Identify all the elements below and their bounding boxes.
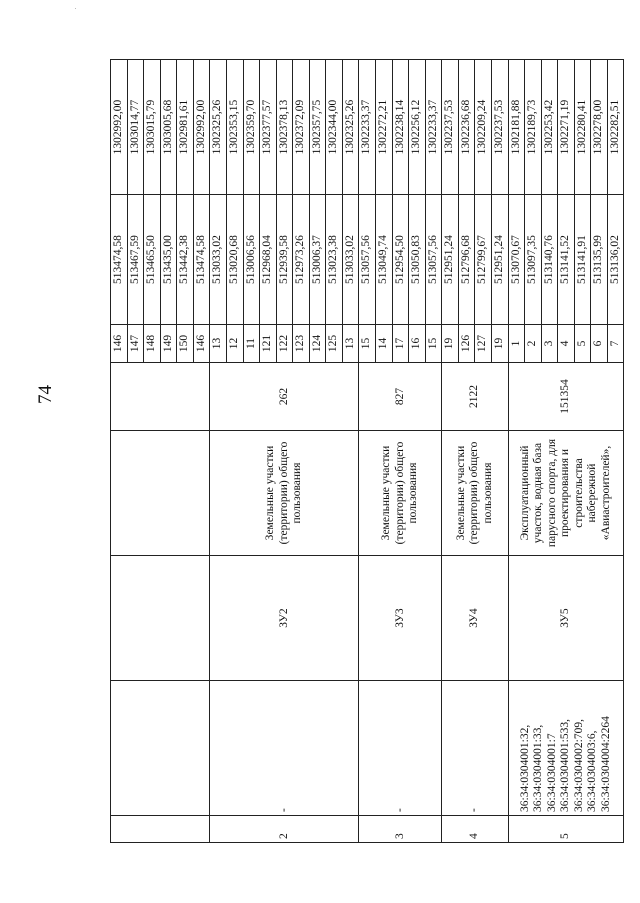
cell-y: 513070,67 [508, 195, 525, 325]
cell-y: 513033,02 [342, 195, 359, 325]
coordinates-table [110, 59, 624, 843]
cell-point: 11 [243, 325, 260, 363]
cell-point: 1 [508, 325, 525, 363]
cell-point: 149 [160, 325, 177, 363]
cell-point: 16 [409, 325, 426, 363]
table-body [111, 60, 624, 843]
cell-area: 262 [210, 363, 359, 431]
cell-x: 1302253,42 [541, 60, 558, 195]
cell-y: 513050,83 [409, 195, 426, 325]
cell-y: 513097,35 [525, 195, 542, 325]
cell-empty [111, 556, 210, 681]
cell-x: 1302282,51 [607, 60, 624, 195]
cell-point: 15 [425, 325, 442, 363]
cell-y: 513020,68 [226, 195, 243, 325]
cell-point: 13 [210, 325, 227, 363]
cell-x: 1302209,24 [475, 60, 492, 195]
cell-point: 19 [442, 325, 459, 363]
cell-purpose: Земельные участки (территории) общего пользования [442, 431, 508, 556]
cell-point: 146 [111, 325, 128, 363]
cell-point: 14 [376, 325, 393, 363]
cell-point: 6 [591, 325, 608, 363]
cell-y: 513033,02 [210, 195, 227, 325]
cell-y: 513136,02 [607, 195, 624, 325]
cell-empty [111, 363, 210, 431]
cell-y: 513023,38 [326, 195, 343, 325]
cell-y: 512968,04 [260, 195, 277, 325]
cell-y: 512954,50 [392, 195, 409, 325]
cell-x: 1302233,37 [359, 60, 376, 195]
cell-cadastral: 36:34:0304001:32, 36:34:0304001:33, 36:34:0304001:7 36:34:0304001:533, 36:34:0304002:709, 36:34:0304003:6, 36:34:0304004:2264 [508, 681, 624, 816]
page-number: 74 [35, 385, 56, 404]
cell-area: 827 [359, 363, 442, 431]
cell-y: 513435,00 [160, 195, 177, 325]
cell-y: 513141,52 [558, 195, 575, 325]
cell-y: 513442,38 [177, 195, 194, 325]
cell-point: 19 [491, 325, 508, 363]
cell-y: 513467,59 [127, 195, 144, 325]
cell-empty [111, 431, 210, 556]
cell-x: 1302271,19 [558, 60, 575, 195]
table-row [442, 60, 459, 843]
cell-x: 1302992,00 [111, 60, 128, 195]
cell-point: 15 [359, 325, 376, 363]
cell-point: 17 [392, 325, 409, 363]
table-row [359, 60, 376, 843]
cell-x: 1302272,21 [376, 60, 393, 195]
cell-x: 1303015,79 [144, 60, 161, 195]
cell-x: 1302237,53 [491, 60, 508, 195]
cell-x: 1302278,00 [591, 60, 608, 195]
cell-y: 513135,99 [591, 195, 608, 325]
cell-y: 512951,24 [442, 195, 459, 325]
cell-cadastral: - [210, 681, 359, 816]
cell-code: ЗУ5 [508, 556, 624, 681]
table-row [111, 60, 128, 843]
cell-x: 1302357,75 [309, 60, 326, 195]
scan-speck [75, 8, 76, 9]
cell-x: 1302181,88 [508, 60, 525, 195]
cell-number: 4 [442, 816, 508, 843]
cell-point: 126 [458, 325, 475, 363]
cell-x: 1302372,09 [293, 60, 310, 195]
cell-purpose: Земельные участки (территории) общего пользования [359, 431, 442, 556]
cell-y: 512796,68 [458, 195, 475, 325]
cell-purpose: Эксплуатационный участок, водная база парусного спорта, для проектирования и строительства набережной «Авиастроителей», [508, 431, 624, 556]
cell-y: 513006,56 [243, 195, 260, 325]
cell-point: 122 [276, 325, 293, 363]
cell-y: 513474,58 [111, 195, 128, 325]
cell-point: 146 [193, 325, 210, 363]
cell-point: 147 [127, 325, 144, 363]
cell-x: 1302256,12 [409, 60, 426, 195]
cell-point: 121 [260, 325, 277, 363]
cell-x: 1302359,70 [243, 60, 260, 195]
cell-y: 512973,26 [293, 195, 310, 325]
cell-point: 125 [326, 325, 343, 363]
cell-purpose: Земельные участки (территории) общего пользования [210, 431, 359, 556]
cell-cadastral: - [359, 681, 442, 816]
cell-y: 513057,56 [359, 195, 376, 325]
cell-x: 1302189,73 [525, 60, 542, 195]
cell-point: 127 [475, 325, 492, 363]
cell-cadastral: - [442, 681, 508, 816]
cell-y: 512799,67 [475, 195, 492, 325]
cell-empty [111, 681, 210, 816]
cell-x: 1302325,26 [210, 60, 227, 195]
cell-area: 2122 [442, 363, 508, 431]
cell-point: 13 [342, 325, 359, 363]
cell-number: 2 [210, 816, 359, 843]
cell-y: 512939,58 [276, 195, 293, 325]
cell-x: 1302325,26 [342, 60, 359, 195]
cell-y: 513049,74 [376, 195, 393, 325]
cell-point: 7 [607, 325, 624, 363]
cell-x: 1302236,68 [458, 60, 475, 195]
cell-point: 12 [226, 325, 243, 363]
cell-number: 3 [359, 816, 442, 843]
cell-code: ЗУ4 [442, 556, 508, 681]
cell-y: 513474,58 [193, 195, 210, 325]
cell-y: 512951,24 [491, 195, 508, 325]
cell-point: 150 [177, 325, 194, 363]
cell-y: 513140,76 [541, 195, 558, 325]
cell-empty [111, 816, 210, 843]
cell-x: 1302238,14 [392, 60, 409, 195]
cell-area: 151354 [508, 363, 624, 431]
cell-number: 5 [508, 816, 624, 843]
cell-code: ЗУ2 [210, 556, 359, 681]
cell-x: 1302992,00 [193, 60, 210, 195]
cell-y: 513141,91 [574, 195, 591, 325]
cell-x: 1302378,13 [276, 60, 293, 195]
cell-point: 123 [293, 325, 310, 363]
cell-point: 124 [309, 325, 326, 363]
cell-point: 5 [574, 325, 591, 363]
cell-x: 1302981,61 [177, 60, 194, 195]
rotated-sheet [110, 60, 621, 843]
cell-x: 1302280,41 [574, 60, 591, 195]
cell-code: ЗУ3 [359, 556, 442, 681]
table-row [508, 60, 525, 843]
cell-point: 4 [558, 325, 575, 363]
cell-y: 513006,37 [309, 195, 326, 325]
cell-x: 1302233,37 [425, 60, 442, 195]
cell-x: 1303014,77 [127, 60, 144, 195]
cell-point: 3 [541, 325, 558, 363]
table-row [210, 60, 227, 843]
cell-x: 1302237,53 [442, 60, 459, 195]
cell-point: 148 [144, 325, 161, 363]
cell-y: 513465,50 [144, 195, 161, 325]
cell-y: 513057,56 [425, 195, 442, 325]
cell-point: 2 [525, 325, 542, 363]
cell-x: 1302377,57 [260, 60, 277, 195]
cell-x: 1303005,68 [160, 60, 177, 195]
cell-x: 1302353,15 [226, 60, 243, 195]
cell-x: 1302344,00 [326, 60, 343, 195]
